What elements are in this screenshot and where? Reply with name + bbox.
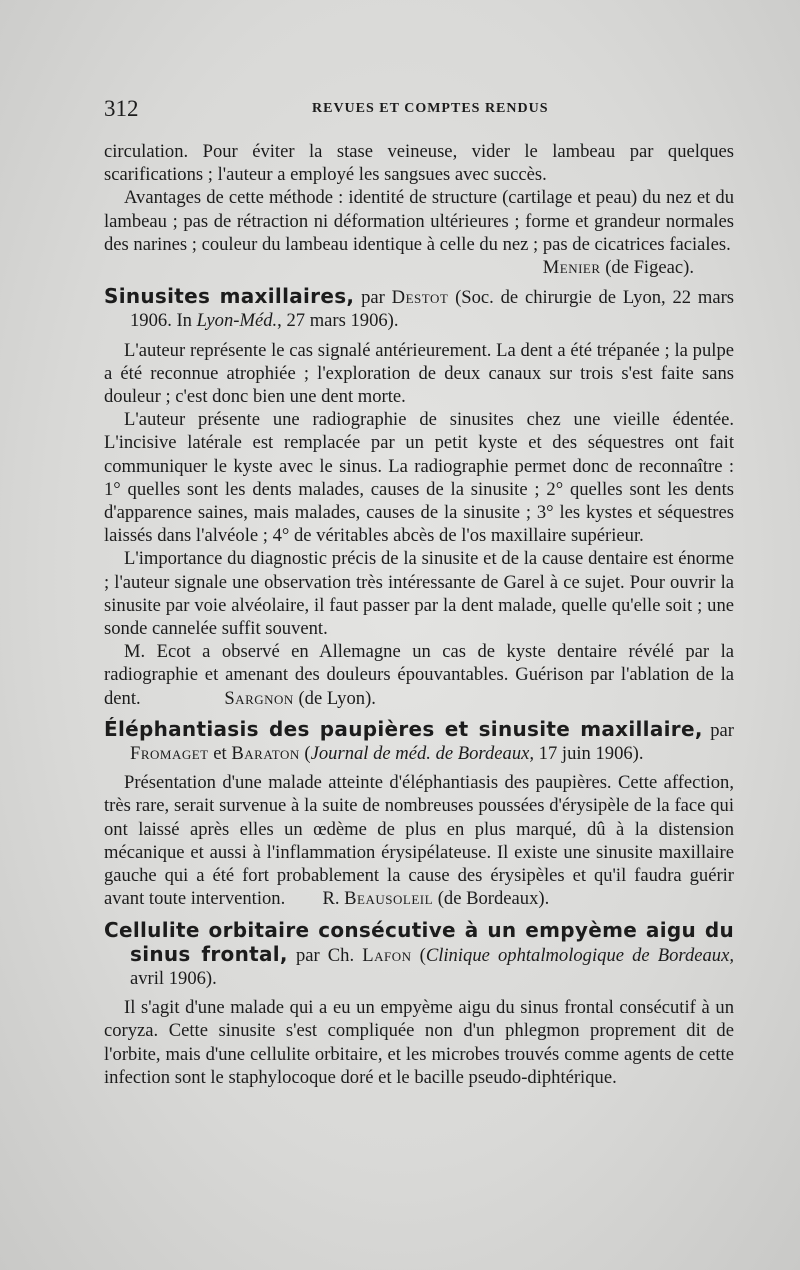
article-heading (104, 285, 734, 332)
page-content (104, 140, 734, 1089)
article-elephantiasis (104, 718, 734, 911)
article-paragraph-2: L'auteur présente une radiographie de sinusites chez une vieille édentée. L'incisive latérale est remplacée par un petit kyste et des séquestres ont fait communiquer le kyste avec le sinus. La radiographie permet donc de reconnaître : 1° quelles sont les dents malades, causes de la sinusite ; 2° quelles sont les dents d'apparence saines, mais malades, causes de la sinusite ; 3° les kystes et séquestres laissés dans l'alvéole ; 4° de véritables abcès de l'os maxillaire supérieur. (104, 409, 734, 547)
article-sinusites-maxillaires (104, 285, 734, 710)
signature-place: (de Bordeaux). (437, 888, 550, 910)
running-title: REVUES ET COMPTES RENDUS (312, 101, 549, 116)
running-head (104, 96, 744, 124)
signature-initial: R. (322, 888, 340, 910)
paragraph-text: Présentation d'une malade atteinte d'éléphantiasis des paupières. Cette affection, très rare, serait survenue à la suite de nombreuses poussées d'érysipèle de la face qui ont laissé après elles un œdème de plus en plus marqué, dû à la distension mécanique et aussi à l'inflammation érysipélateuse. Il existe une sinusite maxillaire gauche qui a été fort probablement la cause des érysipèles et qu'il faudra guérir avant toute intervention. (104, 772, 734, 910)
article-title: Éléphantiasis des paupières et sinusite maxillaire, (104, 716, 703, 741)
continuation-signature (104, 256, 694, 279)
article-paragraph-1: Il s'agit d'une malade qui a eu un empyème aigu du sinus frontal consécutif à un coryza. Cette sinusite s'est compliquée non d'un phlegmon proprement dit de l'orbite, mais d'une cellulite orbitaire, et les microbes trouvés comme agents de cette infection sont le staphylocoque doré et le bacille pseudo-diphtérique. (104, 997, 734, 1088)
journal-name: Clinique ophtalmologique de Bordeaux, (425, 944, 734, 966)
article-title: Cellulite orbitaire consécutive à un empyème aigu du sinus frontal, (104, 917, 734, 966)
signature-name: Sargnon (224, 687, 294, 709)
article-paragraph-1: L'auteur représente le cas signalé antérieurement. La dent a été trépanée ; la pulpe a été reconnue atrophiée ; l'exploration de deux canaux sur trois s'est faite sans douleur ; c'est donc bien une dent morte. (104, 339, 734, 408)
par-text: par Ch. (295, 944, 355, 966)
reference-text: (Soc. de chirurgie de Lyon, 22 mars 1906. In (130, 287, 735, 332)
article-heading: Éléphantiasis des paupières et sinusite maxillaire, par Fromaget et Baraton (Journal de méd. de Bordeaux, 17 juin 1906). (104, 716, 734, 765)
article-paragraph-3: L'importance du diagnostic précis de la sinusite et de la cause dentaire est énorme ; l'auteur signale une observation très intéressante de Garel à ce sujet. Pour ouvrir la sinusite par voie alvéolaire, il faut passer par la dent malade, quelle qu'elle soit ; une sonde cannelée suffit souvent. (104, 548, 734, 640)
par-text: par (710, 719, 734, 741)
page-number: 312 (104, 96, 139, 121)
article-cellulite-orbitaire (104, 919, 734, 1089)
signature-name: Menier (542, 257, 601, 279)
continuation-paragraph-2: Avantages de cette méthode : identité de structure (cartilage et peau) du nez et du lambeau ; pas de rétraction ni déformation ultérieures ; forme et grandeur normales des narines ; couleur du lambeau identique à celle du nez ; pas de cicatrices faciales. (104, 187, 734, 255)
journal-name: Journal de méd. de Bordeaux, (310, 743, 535, 765)
author-name: Fromaget (130, 743, 209, 765)
article-paragraph-1 (104, 771, 734, 910)
author-name: Baraton (231, 743, 300, 765)
author-name: Lafon (362, 944, 412, 966)
paragraph-text: M. Ecot a observé en Allemagne un cas de kyste dentaire révélé par la radiographie et amenant des douleurs épouvantables. Guérison par l'ablation de la dent. (104, 641, 734, 709)
et-text: et (213, 743, 227, 765)
continuation-paragraph-1: circulation. Pour éviter la stase veineuse, vider le lambeau par quelques scarifications ; l'auteur a employé les sangsues avec succès. (104, 141, 734, 186)
signature-name: Beausoleil (344, 888, 434, 910)
journal-name: Lyon-Méd. (196, 310, 278, 332)
reference-date: 17 juin 1906). (538, 743, 644, 765)
reference-date: , 27 mars 1906). (277, 310, 399, 332)
reference-date: avril 1906). (130, 967, 217, 989)
article-heading: Cellulite orbitaire consécutive à un empyème aigu du sinus frontal, par Ch. Lafon (Clinique ophtalmologique de Bordeaux, avril 1906). (104, 917, 734, 989)
signature-place: (de Lyon). (298, 687, 376, 709)
signature-place: (de Figeac). (605, 257, 694, 279)
par-text: par (361, 287, 385, 309)
author-name: Destot (391, 287, 449, 309)
article-paragraph-4 (104, 640, 734, 710)
article-title: Sinusites maxillaires, (104, 284, 355, 309)
